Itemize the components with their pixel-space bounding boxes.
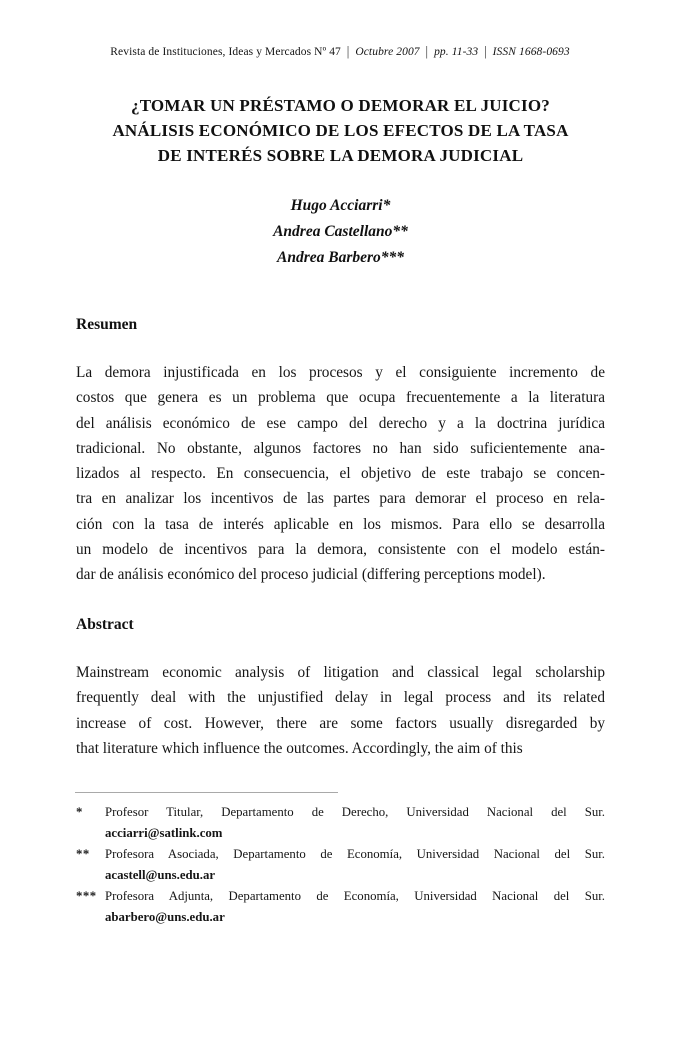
footnote-affiliation: Profesor Titular, Departamento de Derecho, Universidad Nacional del Sur. (105, 805, 605, 819)
author-name: Andrea Castellano** (273, 223, 408, 240)
paragraph-line: ción con la tasa de interés aplicable en los mismos. Para ello se desarrolla (76, 515, 605, 533)
footnote-affiliation: Profesora Adjunta, Departamento de Economía, Universidad Nacional del Sur. (105, 889, 605, 903)
author-byline (76, 193, 605, 271)
header-page-range: pp. 11-33 (434, 46, 479, 58)
journal-name: Revista de Instituciones, Ideas y Mercados Nº 47 (110, 46, 341, 58)
paragraph-line: tra en analizar los incentivos de las partes para demorar el proceso en rela- (76, 490, 605, 508)
paragraph-line: increase of cost. However, there are some factors usually disregarded by (76, 714, 605, 732)
footnote-email: acciarri@satlink.com (105, 826, 223, 840)
paragraph-line: costos que genera es un problema que ocupa frecuentemente a la literatura (76, 389, 605, 407)
header-issue-date: Octubre 2007 (355, 46, 420, 58)
paragraph-line: tradicional. No obstante, algunos factores no han sido suficientemente ana- (76, 439, 605, 457)
header-separator: | (346, 45, 350, 59)
footnotes (76, 802, 605, 928)
paragraph-line: lizados al respecto. En consecuencia, el objetivo de este trabajo se concen- (76, 465, 605, 483)
title-line: ANÁLISIS ECONÓMICO DE LOS EFECTOS DE LA TASA (112, 121, 569, 140)
footnote (76, 886, 605, 928)
article-title (76, 93, 605, 168)
paragraph-line: un modelo de incentivos para la demora, consistente con el modelo están- (76, 541, 605, 559)
title-line: DE INTERÉS SOBRE LA DEMORA JUDICIAL (157, 146, 524, 165)
footnote-marker: ** (76, 847, 90, 861)
paragraph-line: La demora injustificada en los procesos y el consiguiente incremento de (76, 364, 605, 381)
title-line: ¿TOMAR UN PRÉSTAMO O DEMORAR EL JUICIO? (131, 96, 550, 115)
paragraph-line: dar de análisis económico del proceso judicial (differing perceptions model). (76, 566, 546, 584)
section-heading-resumen: Resumen (76, 316, 138, 333)
paragraph-line: Mainstream economic analysis of litigation and classical legal scholarship (76, 664, 605, 681)
journal-header (0, 46, 680, 58)
paragraph-line: del análisis económico de ese campo del derecho y a la doctrina jurídica (76, 414, 605, 432)
footnote-email: abarbero@uns.edu.ar (105, 910, 225, 924)
paragraph-line: that literature which influence the outcomes. Accordingly, the aim of this (76, 739, 523, 757)
footnote-content (105, 802, 605, 844)
author-name: Hugo Acciarri* (290, 197, 391, 214)
footnote-affiliation: Profesora Asociada, Departamento de Economía, Universidad Nacional del Sur. (105, 847, 605, 861)
resumen-paragraph (76, 360, 605, 588)
author-name: Andrea Barbero*** (276, 249, 405, 266)
footnote (76, 802, 605, 844)
header-issn: ISSN 1668-0693 (492, 46, 570, 58)
footnote (76, 844, 605, 886)
footnote-marker: *** (76, 889, 97, 903)
footnote-divider (75, 792, 338, 793)
footnote-content (105, 844, 605, 886)
abstract-paragraph (76, 660, 605, 761)
header-separator: | (425, 45, 429, 59)
paragraph-line: frequently deal with the unjustified delay in legal process and its related (76, 689, 605, 707)
footnote-content (105, 886, 605, 928)
section-heading-abstract: Abstract (76, 616, 134, 633)
header-separator: | (484, 45, 487, 59)
footnote-email: acastell@uns.edu.ar (105, 868, 216, 882)
footnote-marker: * (76, 805, 83, 819)
